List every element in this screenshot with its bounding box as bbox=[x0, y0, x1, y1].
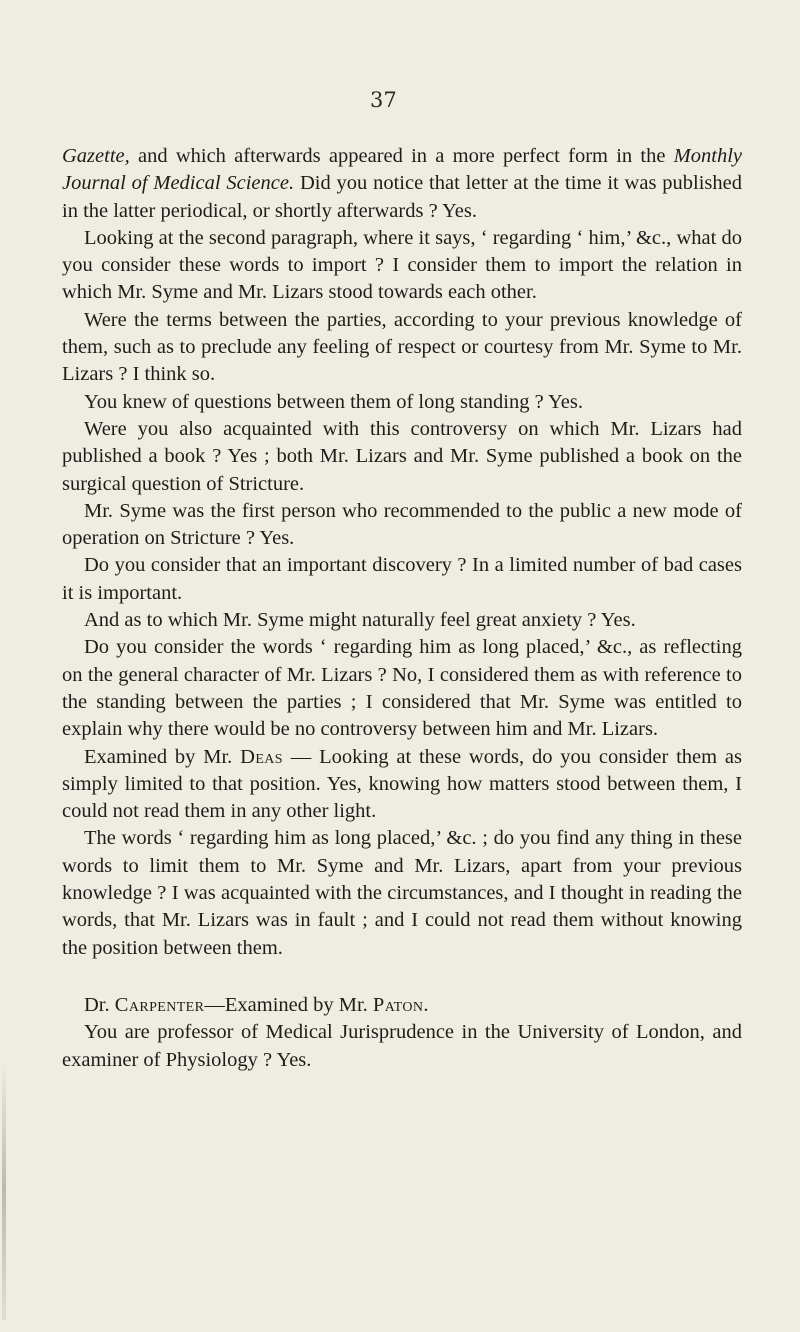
paragraph-5: Were you also acquainted with this controversy on which Mr. Lizars had published a book ? Yes ; both Mr. Lizars and Mr. Syme published a book on the surgical question of Stricture. bbox=[62, 417, 742, 495]
paragraph-13: You are professor of Medical Jurisprudence in the University of London, and examiner of Physiology ? Yes. bbox=[62, 1021, 742, 1071]
paragraph-1-mid: and which afterwards appeared in a more perfect form in the bbox=[129, 145, 674, 167]
witness-end: . bbox=[423, 993, 429, 1016]
paragraph-10 bbox=[62, 744, 742, 826]
examiner-name-paton: Paton bbox=[372, 993, 424, 1016]
witness-heading bbox=[62, 992, 742, 1019]
paragraph-8: And as to which Mr. Syme might naturally feel great anxiety ? Yes. bbox=[84, 609, 636, 632]
italic-journal-title: Monthly Journal of Medical Science. bbox=[62, 145, 742, 195]
paragraph-11: The words ‘ regarding him as long placed,’ &c. ; do you find any thing in these words to limit them to Mr. Syme and Mr. Lizars, apart from your previous knowledge ? I was acquainted with the circumstances, and I thought in reading the words, that Mr. Lizars was in fault ; and I could not read them without knowing the position between them. bbox=[62, 827, 742, 959]
italic-gazette: Gazette, bbox=[62, 145, 130, 167]
page-number: 37 bbox=[370, 88, 397, 112]
paragraph-7: Do you consider that an important discovery ? In a limited number of bad cases it is important. bbox=[62, 554, 742, 604]
paragraph-6: Mr. Syme was the first person who recommended to the public a new mode of operation on Stricture ? Yes. bbox=[62, 499, 742, 550]
paragraph-9: Do you consider the words ‘ regarding him as long placed,’ &c., as reflecting on the general character of Mr. Lizars ? No, I considered them as with reference to the standing between the parties ; I considered that Mr. Syme was entitled to explain why there would be no controversy between him and Mr. Lizars. bbox=[62, 636, 742, 741]
witness-prefix: Dr. bbox=[84, 993, 115, 1016]
paragraph-3: Were the terms between the parties, according to your previous knowledge of them, such as to preclude any feeling of respect or courtesy from Mr. Syme to Mr. Lizars ? I think so. bbox=[62, 308, 742, 386]
witness-mid: —Examined by Mr. bbox=[204, 993, 373, 1016]
section-spacer bbox=[62, 962, 742, 992]
paragraph-1 bbox=[62, 143, 742, 225]
body-text bbox=[62, 143, 742, 1074]
paragraph-4: You knew of questions between them of long standing ? Yes. bbox=[84, 390, 583, 413]
paragraph-2: Looking at the second paragraph, where it says, ‘ regarding ‘ him,’ &c., what do you consider these words to import ? I consider them to import the relation in which Mr. Syme and Mr. Lizars stood towards each other. bbox=[62, 226, 742, 304]
witness-name-carpenter: Carpenter bbox=[114, 993, 205, 1016]
paragraph-10-rest: — Looking at these words, do you consider them as simply limited to that position. Yes, knowing how matters stood between them, I could not read them in any other light. bbox=[62, 745, 742, 823]
paragraph-10-start: Examined by Mr. bbox=[84, 745, 241, 768]
examiner-name-deas: Deas bbox=[240, 745, 283, 768]
paragraph-1-rest: Did you notice that letter at the time it was published in the latter periodical, or shortly afterwards ? Yes. bbox=[62, 172, 742, 222]
margin-shadow bbox=[2, 1060, 6, 1320]
